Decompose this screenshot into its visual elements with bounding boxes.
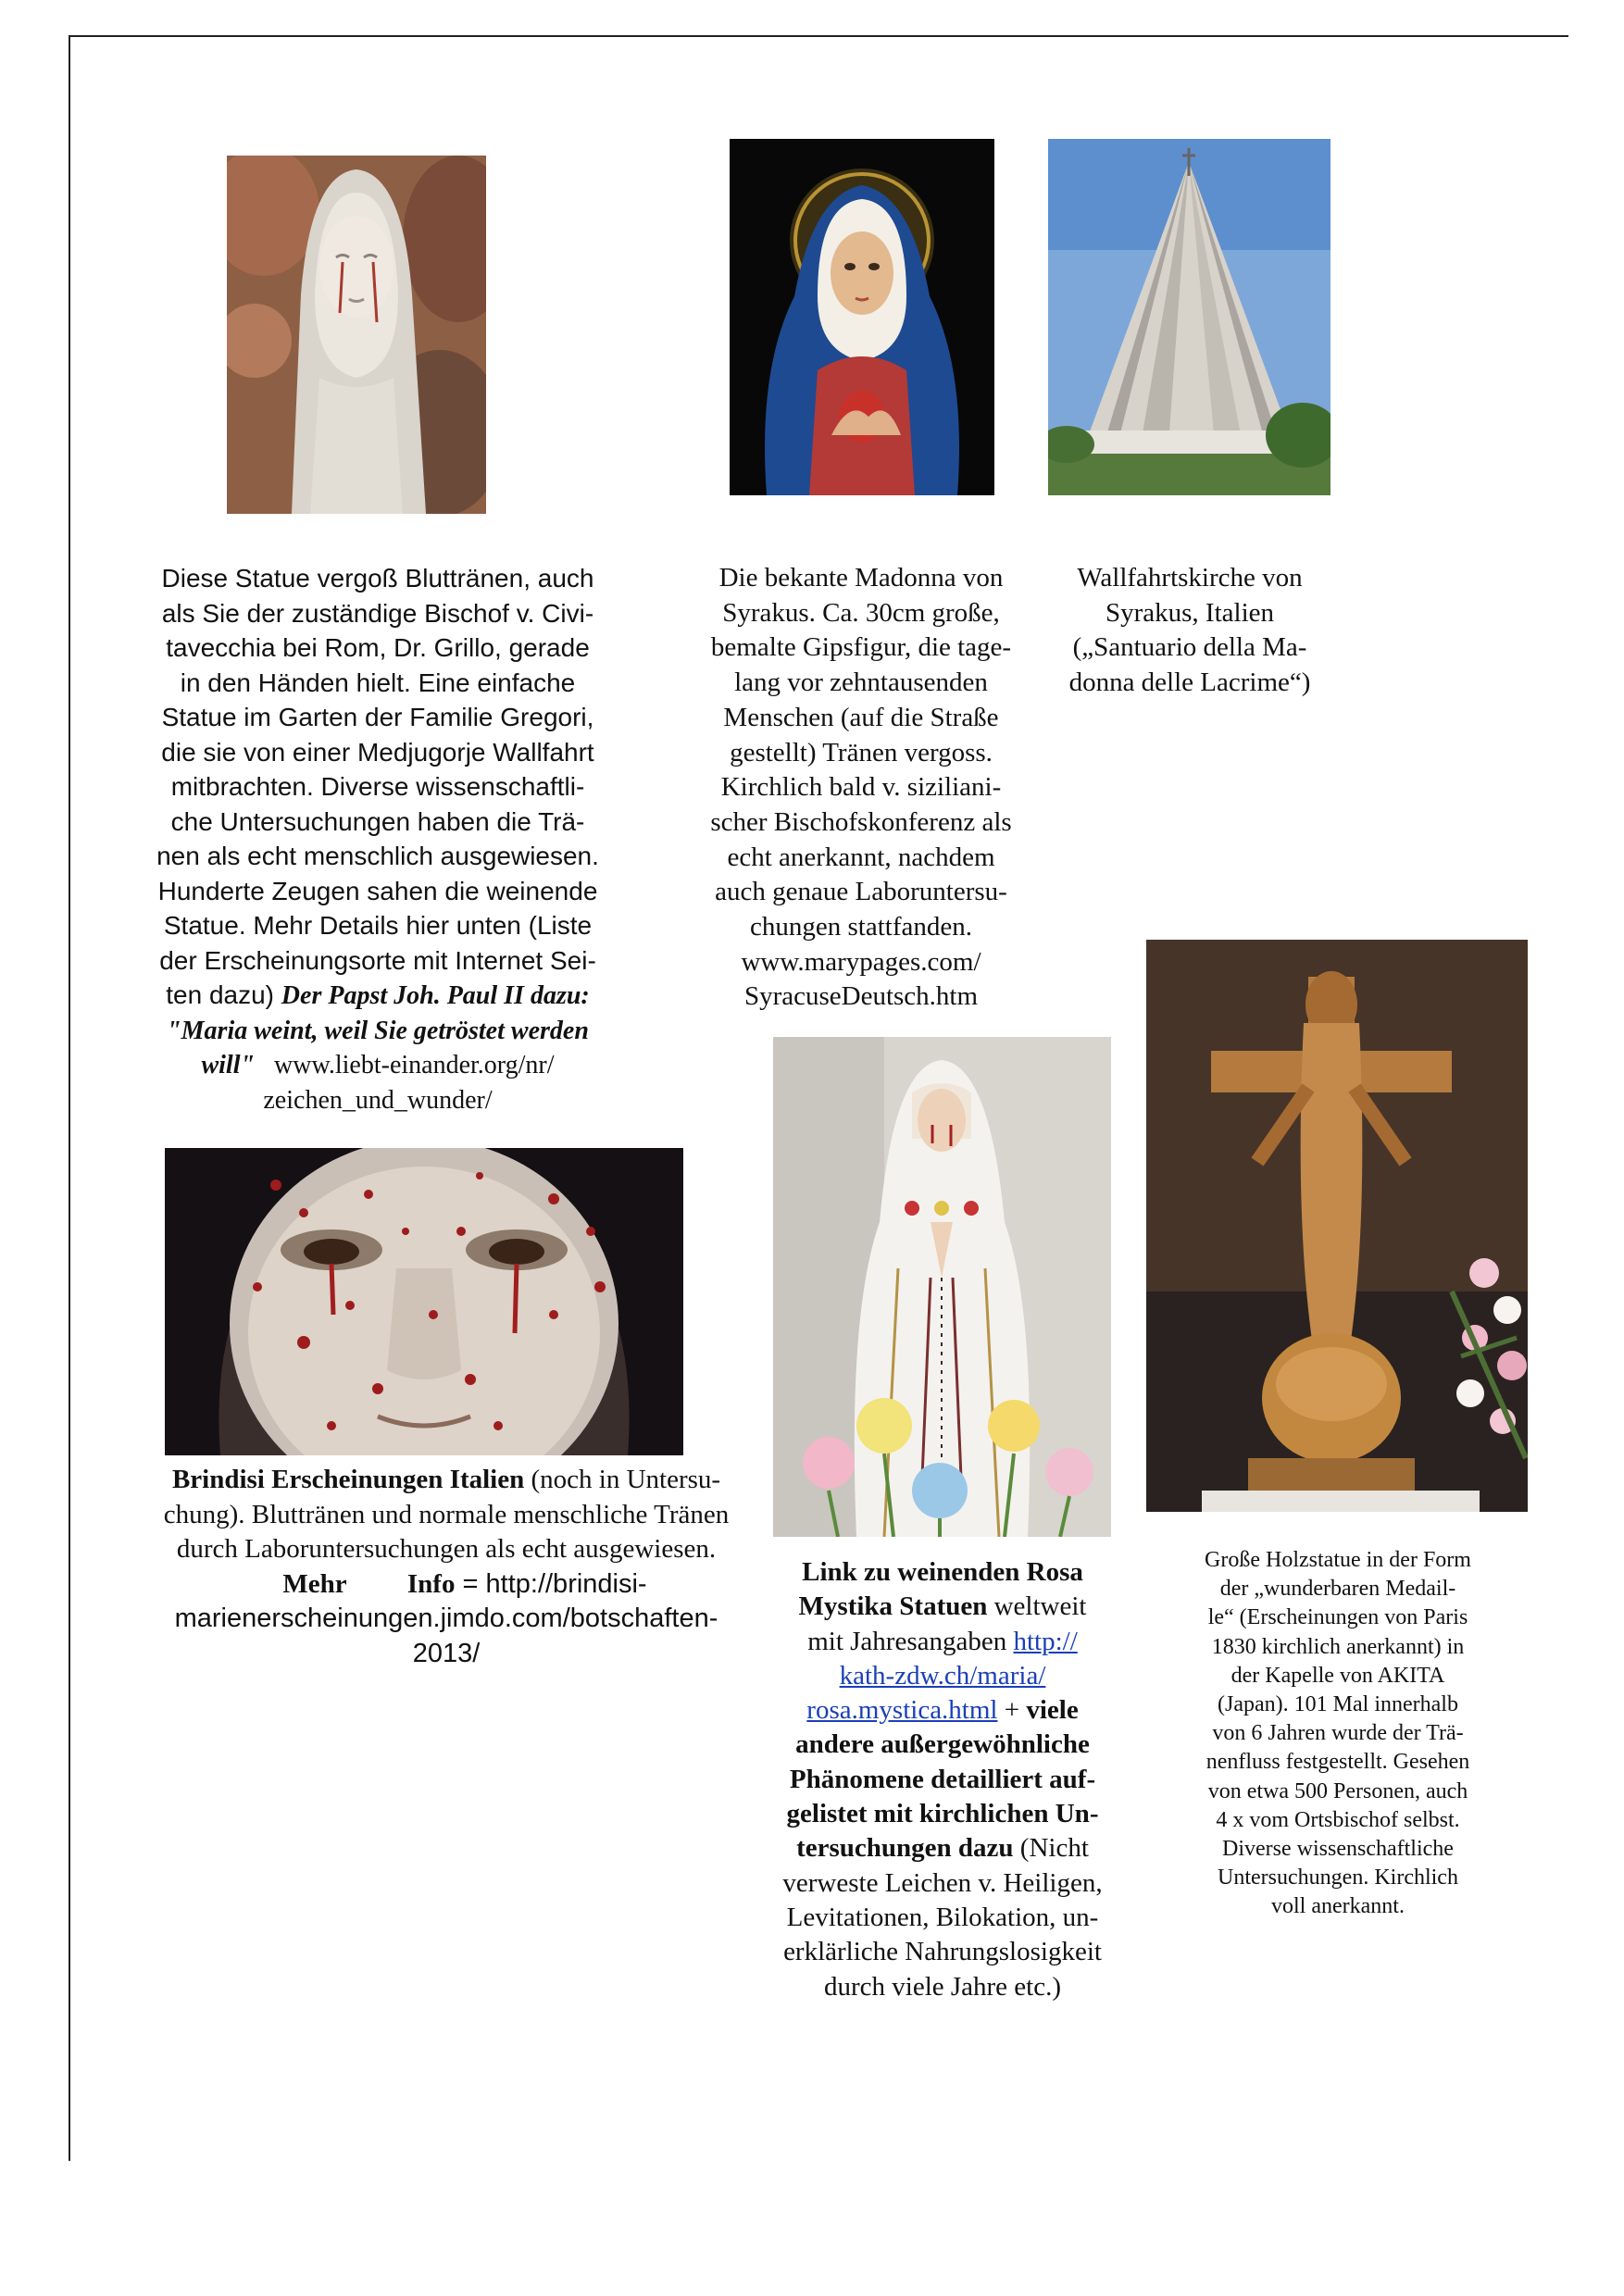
caption-line: verweste Leichen v. Heiligen, <box>782 1867 1103 1898</box>
caption-line: 1830 kirchlich anerkannt) in <box>1211 1634 1465 1659</box>
caption-line: chungen stattfanden. <box>750 912 972 942</box>
url-text: = http://brindisi- <box>455 1568 647 1599</box>
caption-bold: viele <box>1026 1695 1079 1726</box>
caption-line: gelistet mit kirchlichen Un- <box>786 1799 1099 1829</box>
caption-line: in den Händen hielt. Eine einfache <box>180 668 576 697</box>
photo-statue-civitavecchia <box>227 156 486 514</box>
caption-line: Statue. Mehr Details hier unten (Liste <box>163 911 593 940</box>
caption-line <box>768 1831 1117 1866</box>
caption-line <box>122 1567 770 1603</box>
photo-sanctuary-syracuse <box>1048 139 1330 495</box>
caption-text: mit Jahresangaben <box>807 1626 1014 1656</box>
caption-line <box>768 1590 1117 1624</box>
caption-line: Syrakus, Italien <box>1105 597 1274 628</box>
caption-line: chung). Bluttränen und normale menschliche Tränen <box>163 1499 730 1529</box>
caption-text: (Nicht <box>1013 1833 1089 1864</box>
caption-line: gestellt) Tränen vergoss. <box>730 737 993 767</box>
caption-text: + <box>997 1695 1027 1726</box>
url-text: www.marypages.com/ <box>741 946 981 977</box>
caption-line: voll anerkannt. <box>1271 1894 1405 1919</box>
caption-line: andere außergewöhnliche <box>795 1729 1090 1760</box>
caption-line: 4 x vom Ortsbischof selbst. <box>1216 1807 1460 1832</box>
caption-line: nen als echt menschlich ausgewiesen. <box>156 842 599 870</box>
photo-akita-statue <box>1146 940 1528 1512</box>
caption-line: der „wunderbaren Medail- <box>1219 1577 1456 1602</box>
caption-text: ten dazu) <box>166 980 281 1009</box>
caption-line: che Untersuchungen haben die Trä- <box>170 806 585 836</box>
caption-line: mitbrachten. Diverse wissenschaftli- <box>170 772 585 801</box>
caption-brindisi <box>122 1463 770 1671</box>
page-border-left <box>69 35 70 2161</box>
caption-line: der Kapelle von AKITA <box>1230 1663 1445 1688</box>
caption-line: von 6 Jahren wurde der Trä- <box>1212 1721 1464 1746</box>
caption-line: Menschen (auf die Straße <box>723 702 999 732</box>
caption-line: le“ (Erscheinungen von Paris <box>1207 1605 1468 1630</box>
caption-line: bemalte Gipsfigur, die tage- <box>710 632 1012 663</box>
caption-line <box>768 1693 1117 1728</box>
caption-line: echt anerkannt, nachdem <box>727 842 995 872</box>
caption-line: scher Bischofskonferenz als <box>710 806 1012 837</box>
caption-line: lang vor zehntausenden <box>734 668 988 698</box>
caption-heading: Mystika Statuen <box>798 1591 988 1622</box>
url-text: www.liebt-einander.org/nr/ <box>274 1051 555 1079</box>
url-text: 2013/ <box>412 1638 481 1668</box>
url-text: marienerscheinungen.jimdo.com/botschaften- <box>174 1603 718 1633</box>
caption-line: Kirchlich bald v. siziliani- <box>720 772 1002 803</box>
caption-line: Wallfahrtskirche von <box>1077 563 1303 593</box>
caption-line: Levitationen, Bilokation, un- <box>786 1902 1099 1932</box>
photo-brindisi-face <box>165 1148 683 1455</box>
caption-line: die sie von einer Medjugorje Wallfahrt <box>161 737 594 767</box>
page-border-top <box>69 35 1568 37</box>
caption-line <box>768 1555 1117 1590</box>
url-text: zeichen_und_wunder/ <box>263 1085 493 1115</box>
caption-bold: tersuchungen dazu <box>796 1833 1014 1864</box>
caption-heading: Brindisi Erscheinungen Italien <box>171 1465 525 1494</box>
caption-text: weltweit <box>987 1591 1087 1622</box>
mehr-label: Mehr <box>282 1568 347 1599</box>
photo-madonna-syracuse <box>730 139 994 495</box>
pope-quote: Der Papst Joh. Paul II dazu: <box>281 981 590 1010</box>
caption-line <box>122 1463 770 1498</box>
caption-line: nenfluss festgestellt. Gesehen <box>1206 1750 1470 1775</box>
caption-sanctuary-syracuse <box>1046 561 1333 701</box>
caption-line <box>768 1659 1117 1693</box>
pope-quote: "Maria weint, weil Sie getröstet werden <box>167 1016 589 1045</box>
caption-text: (noch in Untersu- <box>524 1465 721 1494</box>
caption-line: von etwa 500 Personen, auch <box>1207 1778 1468 1803</box>
caption-line: Die bekante Madonna von <box>718 563 1004 593</box>
caption-line <box>109 1048 646 1083</box>
caption-civitavecchia <box>109 561 646 1117</box>
rosa-mystica-link[interactable]: rosa.mystica.html <box>806 1695 998 1726</box>
caption-heading: Link zu weinenden Rosa <box>802 1557 1083 1587</box>
info-label: Info <box>406 1568 456 1599</box>
rosa-mystica-link[interactable]: http:// <box>1013 1626 1078 1656</box>
caption-line: („Santuario della Ma- <box>1072 632 1307 663</box>
caption-line: Hunderte Zeugen sahen die weinende <box>157 876 598 905</box>
caption-akita <box>1181 1546 1495 1922</box>
caption-line: durch Laboruntersuchungen als echt ausgewiesen. <box>176 1534 717 1564</box>
rosa-mystica-link[interactable]: kath-zdw.ch/maria/ <box>839 1660 1046 1691</box>
caption-line: erklärliche Nahrungslosigkeit <box>783 1937 1102 1967</box>
url-text: SyracuseDeutsch.htm <box>743 981 979 1012</box>
caption-line: auch genaue Laboruntersu- <box>715 877 1007 907</box>
caption-line: donna delle Lacrime“) <box>1068 668 1311 698</box>
caption-line: tavecchia bei Rom, Dr. Grillo, gerade <box>166 633 590 662</box>
caption-line: der Erscheinungsorte mit Internet Sei- <box>159 945 596 975</box>
caption-line: durch viele Jahre etc.) <box>823 1971 1062 2002</box>
caption-line: Statue im Garten der Familie Gregori, <box>161 703 594 731</box>
caption-line: (Japan). 101 Mal innerhalb <box>1218 1692 1458 1717</box>
caption-line: Untersuchungen. Kirchlich <box>1218 1866 1458 1890</box>
caption-line: als Sie der zuständige Bischof v. Civi- <box>161 598 594 628</box>
photo-rosa-mystica <box>773 1037 1111 1537</box>
caption-line: Diverse wissenschaftliche <box>1222 1837 1454 1862</box>
caption-line <box>109 978 646 1014</box>
caption-line: Diese Statue vergoß Bluttränen, auch <box>161 564 594 593</box>
caption-line: Syrakus. Ca. 30cm große, <box>722 597 1000 628</box>
pope-quote: will" <box>201 1051 256 1079</box>
caption-madonna-syracuse <box>685 561 1037 1015</box>
caption-rosa-mystica <box>768 1555 1117 2004</box>
caption-line <box>768 1625 1117 1659</box>
caption-line: Große Holzstatue in der Form <box>1205 1548 1471 1572</box>
caption-line: Phänomene detailliert auf- <box>789 1764 1096 1794</box>
